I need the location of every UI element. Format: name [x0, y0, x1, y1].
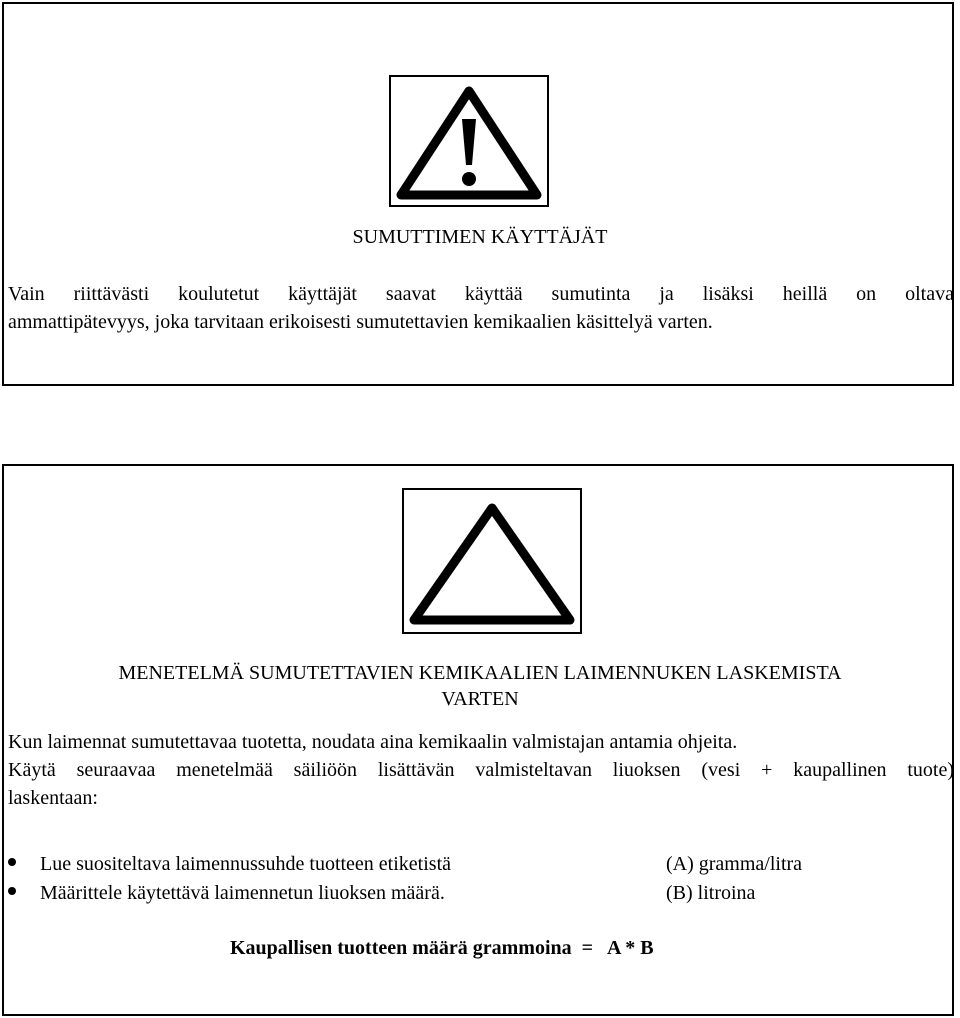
step-text: Lue suositeltava laimennussuhde tuotteen etiketistä	[40, 853, 452, 875]
warning-text-line: Vain riittävästi koulutetut käyttäjät saavat käyttää sumutinta ja lisäksi heillä on oltava	[8, 283, 954, 305]
method-intro	[8, 728, 954, 812]
caution-triangle-icon	[402, 488, 582, 634]
method-intro-line: Käytä seuraavaa menetelmää säiliöön lisättävän valmisteltavan liuoksen (vesi + kaupallinen tuote)	[8, 759, 954, 781]
warning-text-line: ammattipätevyys, joka tarvitaan erikoisesti sumutettavien kemikaalien käsittelyä varten.	[8, 311, 713, 333]
method-steps-list	[8, 850, 888, 908]
step-unit: (B) litroina	[666, 882, 756, 904]
list-item	[8, 879, 888, 908]
step-unit: (A) gramma/litra	[666, 853, 803, 875]
method-title-line: VARTEN	[441, 688, 519, 710]
method-title-line: MENETELMÄ SUMUTETTAVIEN KEMIKAALIEN LAIMENNUKEN LASKEMISTA	[118, 662, 842, 684]
method-title	[0, 660, 960, 712]
list-item	[8, 850, 888, 879]
warning-text	[8, 280, 954, 336]
warning-title: SUMUTTIMEN KÄYTTÄJÄT	[352, 226, 608, 248]
step-text: Määrittele käytettävä laimennetun liuoksen määrä.	[40, 882, 445, 904]
dilution-formula: Kaupallisen tuotteen määrä grammoina = A * B	[230, 937, 654, 959]
bullet-icon	[8, 858, 16, 866]
method-intro-line: Kun laimennat sumutettavaa tuotetta, noudata aina kemikaalin valmistajan antamia ohjeita.	[8, 731, 738, 753]
bullet-icon	[8, 887, 16, 895]
exclamation-warning-icon	[389, 75, 549, 207]
method-intro-line: laskentaan:	[8, 787, 98, 809]
